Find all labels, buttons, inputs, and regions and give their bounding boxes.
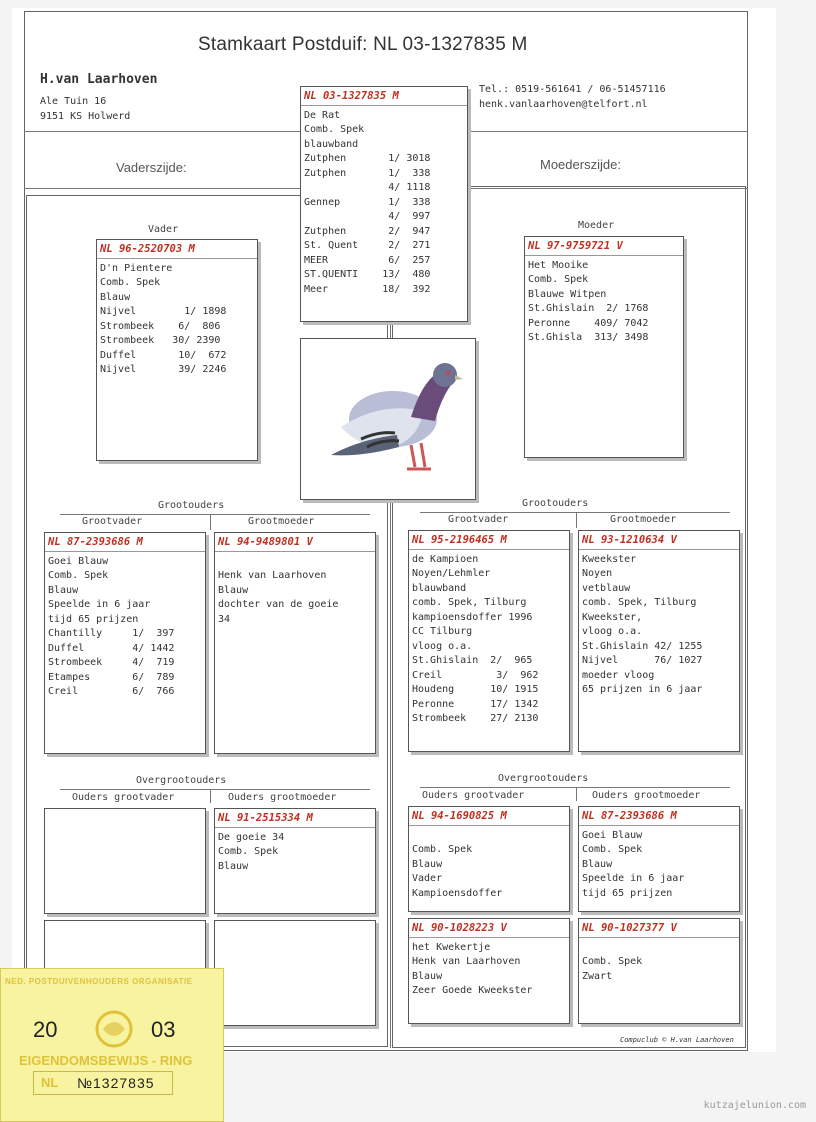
- pedigree-line: Comb. Spek: [528, 274, 589, 285]
- ggf-right-bottom-card: [408, 918, 570, 1024]
- pedigree-line: Chantilly 1/ 397: [48, 628, 175, 639]
- pedigree-line: St.Ghislain 2/ 965: [412, 655, 533, 666]
- ggm-right-top-lines: [582, 829, 736, 902]
- pedigree-line: Speelde in 6 jaar: [582, 873, 685, 884]
- grandparents-right-line: [420, 512, 730, 513]
- pedigree-line: comb. Spek, Tilburg: [582, 597, 697, 608]
- pedigree-line: Blauw: [218, 860, 249, 872]
- ring-emblem-icon: [89, 1009, 139, 1049]
- ggp-left-line: [60, 789, 370, 790]
- grandparents-left-line: [60, 514, 370, 515]
- ring-year-right: 03: [151, 1017, 176, 1042]
- pedigree-line: kampioensdoffer 1996: [412, 611, 533, 623]
- pedigree-line: Blauw: [412, 970, 443, 982]
- grandparents-right-label: Grootouders: [522, 498, 589, 509]
- watermark: kutzajelunion.com: [703, 1100, 806, 1111]
- credit-text: Compuclub © H.van Laarhoven: [620, 1036, 734, 1044]
- grandparents-right-split: [576, 512, 577, 528]
- ggp-right-line: [420, 787, 730, 788]
- gm-right-ring: NL 93-1210634 V: [579, 533, 739, 550]
- mother-label: Moeder: [578, 220, 615, 231]
- pedigree-line: Noyen/Lehmler: [412, 568, 491, 579]
- pedigree-line: Comb. Spek: [412, 844, 473, 855]
- pedigree-line: vetblauw: [582, 582, 631, 594]
- pedigree-line: St.Ghisla 313/ 3498: [528, 332, 649, 343]
- pedigree-line: comb. Spek, Tilburg: [412, 597, 527, 608]
- pedigree-line: 65 prijzen in 6 jaar: [582, 684, 703, 695]
- ggf-left-top-card: [44, 808, 206, 914]
- pedigree-line: Peronne 17/ 1342: [412, 698, 539, 710]
- father-label: Vader: [148, 224, 179, 235]
- owner-street: Ale Tuin 16: [40, 96, 107, 107]
- subject-card: [300, 86, 468, 322]
- pedigree-line: 4/ 997: [304, 211, 431, 222]
- greatgrandparents-left-label: Overgrootouders: [136, 775, 227, 786]
- pedigree-line: Kweekster: [582, 553, 637, 565]
- grandparents-left-split: [210, 514, 211, 530]
- mother-card: [524, 236, 684, 458]
- pgf-left-label: Ouders grootvader: [72, 792, 175, 803]
- pigeon-photo: [300, 338, 476, 500]
- pedigree-line: Etampes 6/ 789: [48, 671, 175, 683]
- pedigree-line: Nijvel 76/ 1027: [582, 655, 703, 666]
- ggm-left-top-ring: NL 91-2515334 M: [215, 811, 375, 828]
- gf-left-label: Grootvader: [82, 516, 143, 527]
- pedigree-line: het Kwekertje: [412, 941, 491, 953]
- ggf-right-top-ring: NL 94-1690825 M: [409, 809, 569, 826]
- pedigree-line: Speelde in 6 jaar: [48, 599, 151, 610]
- sire-side-label: Vaderszijde:: [116, 160, 187, 175]
- pedigree-line: tijd 65 prijzen: [582, 887, 673, 899]
- pedigree-line: Blauw: [412, 858, 443, 870]
- owner-phone: Tel.: 0519-561641 / 06-51457116: [479, 84, 666, 95]
- pedigree-line: [412, 829, 566, 844]
- father-ring: NL 96-2520703 M: [97, 242, 257, 259]
- mother-lines: [528, 259, 680, 346]
- pedigree-line: Blauw: [48, 584, 79, 596]
- pedigree-line: blauwband: [304, 138, 359, 150]
- ring-prefix: NL: [41, 1075, 59, 1090]
- gm-right-label: Grootmoeder: [610, 514, 677, 525]
- ggf-right-top-lines: [412, 829, 566, 902]
- pedigree-line: St. Quent 2/ 271: [304, 240, 431, 251]
- ggm-left-top-card: [214, 808, 376, 914]
- pedigree-line: Henk van Laarhoven: [412, 956, 521, 967]
- subject-lines: [304, 109, 464, 298]
- pedigree-line: Zutphen 1/ 3018: [304, 153, 431, 164]
- ggm-right-bottom-card: [578, 918, 740, 1024]
- gf-left-ring: NL 87-2393686 M: [45, 535, 205, 552]
- pedigree-line: Goei Blauw: [582, 829, 643, 841]
- pigeon-icon: [301, 339, 475, 499]
- pedigree-line: Goei Blauw: [48, 555, 109, 567]
- pedigree-line: [218, 555, 372, 570]
- ggp-left-split: [210, 789, 211, 803]
- pedigree-line: de Kampioen: [412, 553, 479, 565]
- dam-side-label: Moederszijde:: [540, 157, 621, 172]
- pedigree-line: Comb. Spek: [100, 277, 161, 288]
- pedigree-line: Comb. Spek: [582, 844, 643, 855]
- pedigree-line: Strombeek 27/ 2130: [412, 713, 539, 724]
- pedigree-line: Creil 3/ 962: [412, 669, 539, 681]
- gf-right-card: [408, 530, 570, 752]
- pedigree-line: Nijvel 1/ 1898: [100, 306, 227, 317]
- owner-city: 9151 KS Holwerd: [40, 111, 131, 122]
- pedigree-line: Comb. Spek: [48, 570, 109, 581]
- ggm-left-top-lines: [218, 831, 372, 875]
- gm-left-lines: [218, 555, 372, 628]
- pedigree-line: Peronne 409/ 7042: [528, 317, 649, 329]
- mother-ring: NL 97-9759721 V: [525, 239, 683, 256]
- pedigree-line: Strombeek 4/ 719: [48, 657, 175, 668]
- pedigree-line: Henk van Laarhoven: [218, 570, 327, 581]
- gf-right-lines: [412, 553, 566, 727]
- ggm-right-top-ring: NL 87-2393686 M: [579, 809, 739, 826]
- ring-certificate: [0, 968, 224, 1122]
- greatgrandparents-right-label: Overgrootouders: [498, 773, 589, 784]
- gm-right-lines: [582, 553, 736, 698]
- ring-tag-header: NED. POSTDUIVENHOUDERS ORGANISATIE: [5, 977, 193, 986]
- ggm-right-bottom-ring: NL 90-1027377 V: [579, 921, 739, 938]
- pedigree-line: Zutphen 1/ 338: [304, 167, 431, 179]
- ggp-right-split: [576, 787, 577, 801]
- pedigree-line: Meer 18/ 392: [304, 283, 431, 295]
- pedigree-line: Blauw: [218, 584, 249, 596]
- ring-tag-title: EIGENDOMSBEWIJS - RING: [19, 1053, 193, 1068]
- owner-name: H.van Laarhoven: [40, 72, 158, 87]
- gf-left-card: [44, 532, 206, 754]
- ring-number: №1327835: [77, 1075, 155, 1091]
- pedigree-line: Zwart: [582, 970, 613, 982]
- pedigree-line: ST.QUENTI 13/ 480: [304, 269, 431, 280]
- pedigree-line: Comb. Spek: [582, 956, 643, 967]
- gf-right-ring: NL 95-2196465 M: [409, 533, 569, 550]
- pedigree-line: Blauwe Witpen: [528, 288, 607, 300]
- pedigree-line: moeder vloog: [582, 669, 655, 681]
- pedigree-line: Strombeek 6/ 806: [100, 320, 221, 332]
- gm-left-card: [214, 532, 376, 754]
- pedigree-line: Kweekster,: [582, 611, 643, 623]
- pedigree-line: Zeer Goede Kweekster: [412, 985, 533, 996]
- pedigree-line: De goeie 34: [218, 831, 285, 843]
- father-card: [96, 239, 258, 461]
- pedigree-line: Duffel 4/ 1442: [48, 642, 175, 654]
- pedigree-line: Gennep 1/ 338: [304, 196, 431, 208]
- ggm-left-bottom-card: [214, 920, 376, 1026]
- pedigree-line: Duffel 10/ 672: [100, 349, 227, 361]
- pedigree-line: Comb. Spek: [304, 124, 365, 135]
- gm-left-ring: NL 94-9489801 V: [215, 535, 375, 552]
- pedigree-line: blauwband: [412, 582, 467, 594]
- pedigree-line: 4/ 1118: [304, 182, 431, 193]
- connector-subject: [390, 322, 391, 338]
- pedigree-line: Vader: [412, 873, 443, 884]
- ggm-right-bottom-lines: [582, 941, 736, 985]
- ggf-right-bottom-ring: NL 90-1028223 V: [409, 921, 569, 938]
- pedigree-line: Strombeek 30/ 2390: [100, 335, 221, 346]
- grandparents-left-label: Grootouders: [158, 500, 225, 511]
- pedigree-line: Het Mooike: [528, 259, 589, 271]
- pedigree-line: Noyen: [582, 568, 613, 579]
- ggf-right-top-card: [408, 806, 570, 912]
- pedigree-line: Creil 6/ 766: [48, 686, 175, 697]
- pedigree-line: vloog o.a.: [412, 640, 473, 652]
- pgm-left-label: Ouders grootmoeder: [228, 792, 337, 803]
- ring-year-left: 20: [33, 1017, 58, 1042]
- pgf-right-label: Ouders grootvader: [422, 790, 525, 801]
- pedigree-line: D'n Pientere: [100, 262, 173, 274]
- gf-right-label: Grootvader: [448, 514, 509, 525]
- pedigree-line: tijd 65 prijzen: [48, 613, 139, 625]
- gm-left-label: Grootmoeder: [248, 516, 315, 527]
- pedigree-line: Nijvel 39/ 2246: [100, 364, 227, 375]
- pedigree-line: Comb. Spek: [218, 846, 279, 857]
- pedigree-line: Blauw: [582, 858, 613, 870]
- ggf-right-bottom-lines: [412, 941, 566, 999]
- connector-center: [390, 500, 391, 1048]
- gm-right-card: [578, 530, 740, 752]
- pedigree-line: Houdeng 10/ 1915: [412, 684, 539, 695]
- pedigree-line: CC Tilburg: [412, 626, 473, 637]
- pedigree-line: St.Ghislain 2/ 1768: [528, 303, 649, 314]
- pedigree-line: Kampioensdoffer: [412, 887, 503, 899]
- gf-left-lines: [48, 555, 202, 700]
- pedigree-line: 34: [218, 613, 231, 625]
- pedigree-line: Blauw: [100, 291, 131, 303]
- pedigree-line: Zutphen 2/ 947: [304, 225, 431, 237]
- ggm-right-top-card: [578, 806, 740, 912]
- subject-ring: NL 03-1327835 M: [301, 89, 467, 106]
- pedigree-line: St.Ghislain 42/ 1255: [582, 640, 703, 652]
- pedigree-line: MEER 6/ 257: [304, 254, 431, 266]
- page-title: Stamkaart Postduif: NL 03-1327835 M: [198, 34, 528, 55]
- pedigree-line: vloog o.a.: [582, 626, 643, 637]
- pgm-right-label: Ouders grootmoeder: [592, 790, 701, 801]
- father-lines: [100, 262, 254, 378]
- pedigree-line: [582, 941, 736, 956]
- pedigree-line: dochter van de goeie: [218, 599, 339, 610]
- owner-email: henk.vanlaarhoven@telfort.nl: [479, 99, 648, 110]
- pedigree-line: De Rat: [304, 109, 341, 121]
